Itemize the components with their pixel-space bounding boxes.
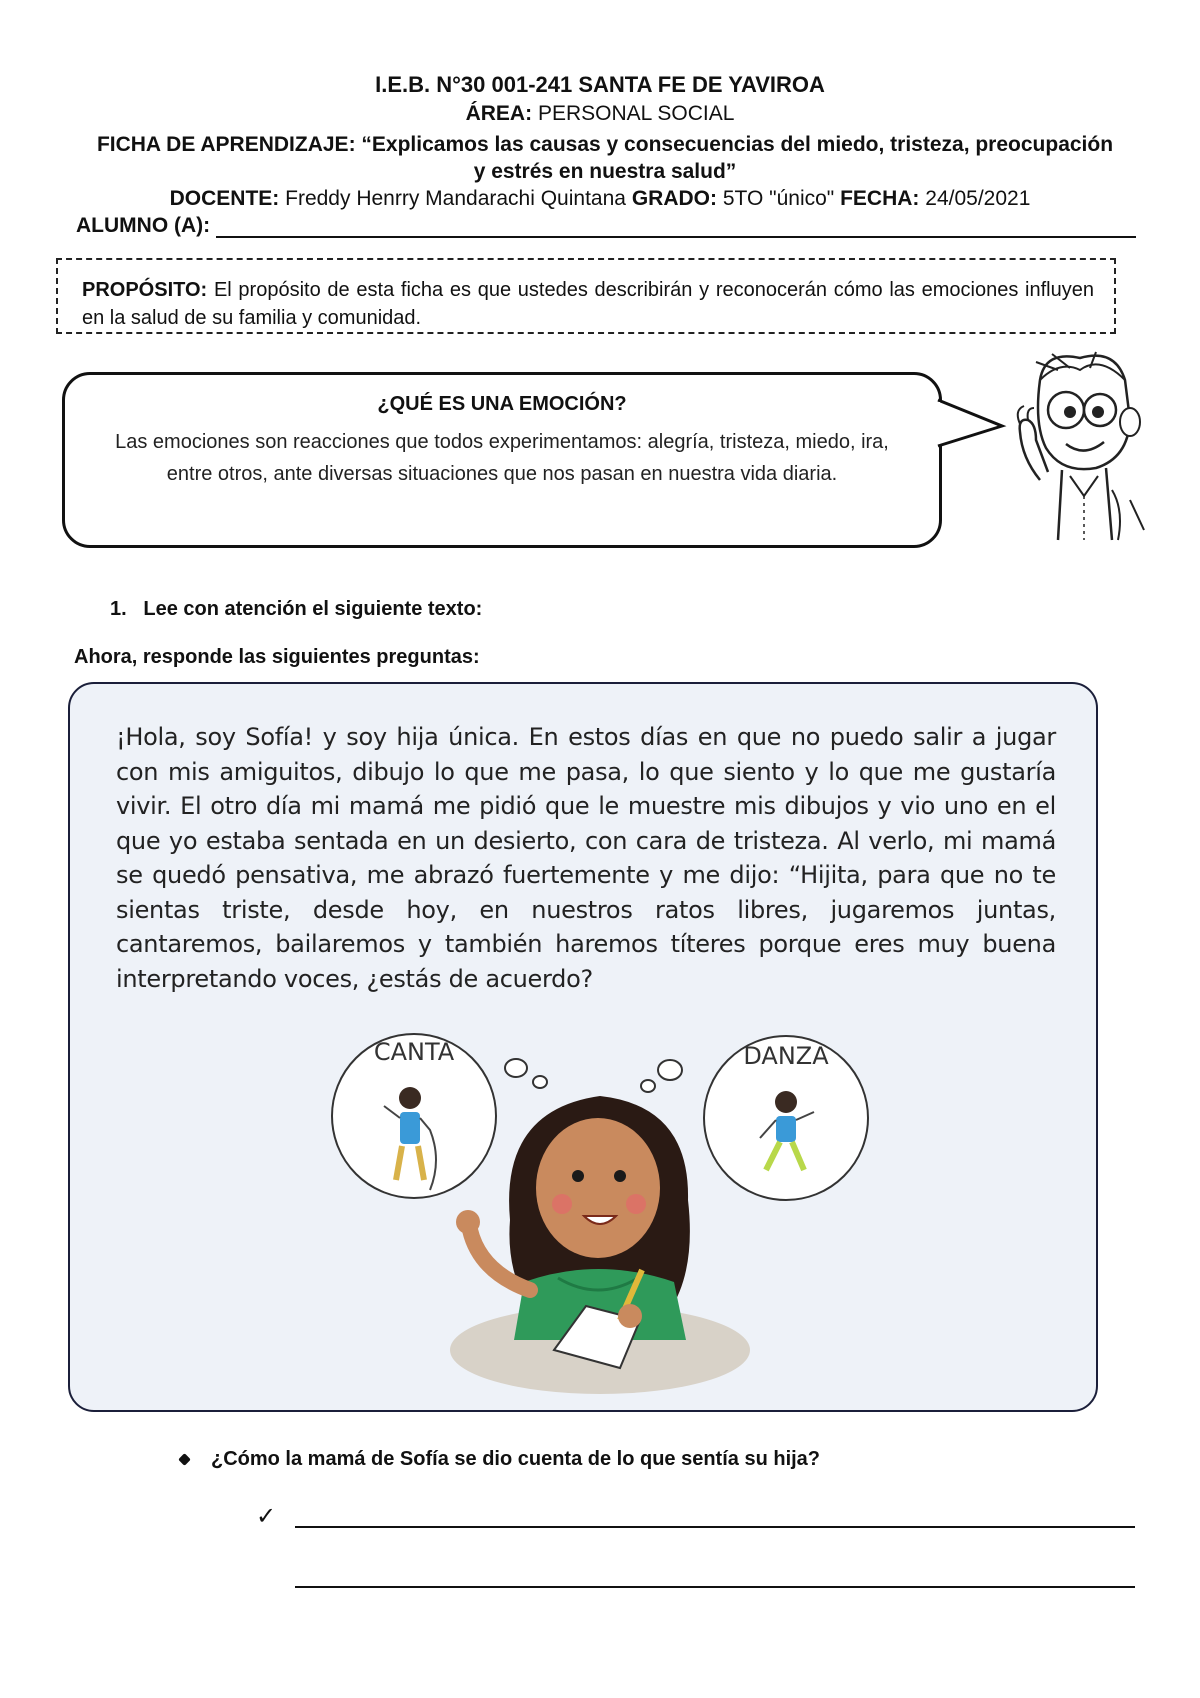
- purpose-text: El propósito de esta ficha es que ustedes describirán y reconocerán cómo las emociones influyen en la salud de su familia y comunidad.: [82, 279, 1094, 329]
- alumno-label: ALUMNO (A):: [76, 214, 211, 237]
- girl-drawing-illustration: [330, 1020, 870, 1400]
- grado-label: GRADO:: [631, 187, 717, 210]
- fecha-label: FECHA:: [840, 187, 920, 210]
- ficha-line: [90, 131, 1120, 185]
- emotion-body: Las emociones son reacciones que todos experimentamos: alegría, tristeza, miedo, ira, entre otros, ante diversas situaciones que nos pasan en nuestra vida diaria.: [115, 431, 889, 485]
- area-line: [0, 102, 1200, 126]
- question-item: [180, 1448, 820, 1471]
- docente-value: Freddy Henrry Mandarachi Quintana: [285, 187, 626, 210]
- purpose-box: [56, 258, 1116, 334]
- cartoon-boy-illustration: [1000, 340, 1160, 552]
- instruction-1-number: 1.: [110, 598, 127, 620]
- school-name: I.E.B. N°30 001-241 SANTA FE DE YAVIROA: [375, 72, 825, 97]
- story-text: ¡Hola, soy Sofía! y soy hija única. En estos días en que no puedo salir a jugar con mis amiguitos, dibujo lo que me pasa, lo que siento y lo que me gustaría vivir. El otro día mi mamá me pidió que le muestre mis dibujos y vio uno en el que yo estaba sentada en un desierto, con cara de tristeza. Al verlo, mi mamá se quedó pensativa, me abrazó fuertemente y me dijo: “Hijita, para que no te sientas triste, desde hoy, en nuestros ratos libres, jugaremos juntas, cantaremos, bailaremos y también haremos títeres porque eres muy buena interpretando voces, ¿estás de acuerdo?: [116, 723, 1056, 993]
- checkmark-icon: ✓: [256, 1503, 277, 1530]
- docente-label: DOCENTE:: [169, 187, 280, 210]
- emotion-title: ¿QUÉ ES UNA EMOCIÓN?: [377, 393, 627, 415]
- area-value: PERSONAL SOCIAL: [537, 102, 735, 125]
- alumno-blank[interactable]: [216, 218, 1136, 238]
- instruction-2: Ahora, responde las siguientes preguntas:: [74, 646, 480, 668]
- purpose-label: PROPÓSITO:: [82, 279, 208, 301]
- area-label: ÁREA:: [465, 102, 533, 125]
- bubble-danza-label: DANZA: [743, 1042, 829, 1070]
- grado-value: 5TO "único": [722, 187, 835, 210]
- fecha-value: 24/05/2021: [925, 187, 1031, 210]
- answer-line-1[interactable]: [295, 1526, 1135, 1528]
- answer-line-2[interactable]: [295, 1586, 1135, 1588]
- instruction-1: [110, 598, 482, 621]
- ficha-label: FICHA DE APRENDIZAJE:: [96, 133, 356, 156]
- emotion-bubble: [62, 372, 942, 548]
- bubble-canta-label: CANTA: [373, 1038, 455, 1066]
- teacher-line: [0, 187, 1200, 211]
- question-text: ¿Cómo la mamá de Sofía se dio cuenta de lo que sentía su hija?: [211, 1448, 821, 1470]
- student-line: [76, 214, 1136, 238]
- ficha-title: “Explicamos las causas y consecuencias del miedo, tristeza, preocupación y estrés en nuestra salud”: [361, 133, 1114, 183]
- instruction-1-text: Lee con atención el siguiente texto:: [143, 598, 483, 620]
- bullet-icon: [178, 1453, 191, 1466]
